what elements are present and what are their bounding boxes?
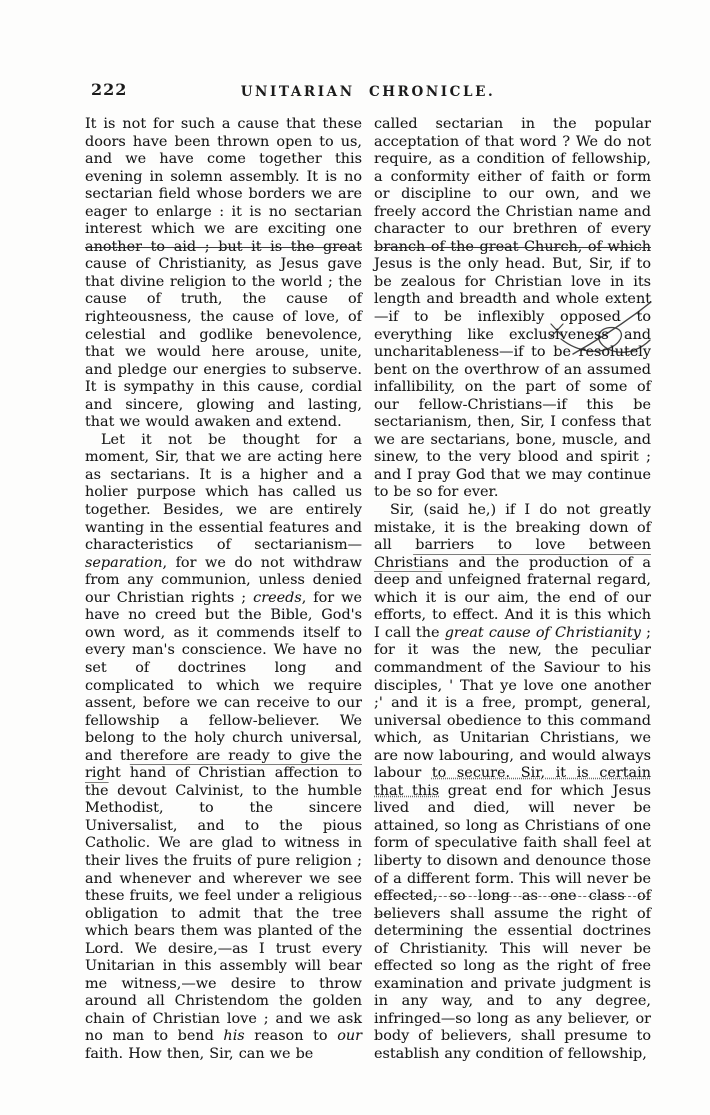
text-run-artifact: hand of Christian affection to the bbox=[85, 765, 362, 799]
text-run: Let it not be thought for a moment, Sir, that we are acting here as sectarians. It is a higher and a holier purpose which has called us together. Besides, we are entirely wanting in the essential features and characteristics of sectarianism— bbox=[85, 431, 362, 554]
text-run: called sectarian in the popular acceptation of that word ? We do not require, as a condition of fellowship, a conformity either of faith or form or discipline to our own, and we freely accord the Christian name and character to our brethren of every bbox=[374, 116, 651, 238]
text-run: lievers shall assume the right of determining the essential doctrines of Christianity. This will never be effected so long as the right of free examination and private judgment is in any way, and to any degree, infringed—so long as any believer, or body of believers, shall presume to establish any condition of fellowship, bbox=[374, 905, 651, 1062]
text-run: faith. How then, Sir, can we be bbox=[85, 1045, 314, 1062]
text-run: reason to bbox=[244, 1028, 338, 1045]
text-run-artifact: to secure. Sir, it is certain that this bbox=[374, 765, 652, 799]
text-run: unfeigned fraternal regard, which it is our aim, the end of our efforts, to effect. And it is this which I call the bbox=[374, 572, 651, 641]
paragraph bbox=[85, 432, 362, 1064]
text-run: separation bbox=[85, 554, 163, 571]
text-run: , for we have no creed but the Bible, God's own word, as it commends itself to every man's conscience. We have no set of doctrines long and complicated to which we require assent, before we can receive to our fellowship a fellow-believer. We belong to the holy church universal, and therefore are ready to give the right bbox=[85, 589, 362, 782]
text-run: great cause of Christianity bbox=[444, 624, 641, 641]
text-run: creeds bbox=[253, 589, 302, 606]
text-run: Jesus is the only head. But, Sir, if to be zealous for Christian love in its length and breadth and whole extent—if to be inflexibly opposed to everything like exclusiveness and uncharitableness—if to be resolutely bent on the overthrow of an assumed infallibility, on the part of some of our fellow-Christians—if this be sectarianism, then, Sir, I confess that we are sectarians, bone, muscle, and sinew, to the very blood and spirit ; and I pray God that we may continue to be so for ever. bbox=[374, 256, 651, 501]
paragraph bbox=[374, 502, 651, 1064]
page-header: UNITARIAN CHRONICLE. bbox=[240, 84, 496, 100]
text-run-artifact: branch of the great Church, of which bbox=[374, 238, 651, 255]
text-run: , for we do not withdraw from any communion, unless denied our Christian rights ; bbox=[85, 554, 362, 606]
text-run: our bbox=[337, 1028, 362, 1045]
text-run: his bbox=[223, 1028, 245, 1045]
text-run: ; for it was the new, the peculiar commandment of the Saviour to his disciples, ' That ye love one another ;' and it is a free, prompt, general, universal obedience to this command which, as Unitarian Christians, we are now labouring, and would always labour bbox=[374, 624, 651, 782]
right-column bbox=[374, 116, 651, 1064]
text-run-artifact: effected, so long as one class of be bbox=[374, 888, 651, 922]
page-number: 222 bbox=[91, 80, 128, 99]
text-run: great end for which Jesus lived and died, will never be attained, so long as Christians of one form of speculative faith shall feel at liberty to disown and denounce those of a different form. This will never be bbox=[374, 782, 651, 887]
paragraph bbox=[374, 116, 651, 502]
left-column bbox=[85, 116, 362, 1064]
paragraph bbox=[85, 116, 362, 432]
text-run-artifact: tians and the production of a deep and bbox=[374, 554, 651, 589]
text-run: devout Calvinist, to the humble Methodist, to the sincere Universalist, and to the pious Catholic. We are glad to witness in their lives the fruits of pure religion ; and whenever and wherever we see these fruits, we feel under a religious obligation to admit that the tree which bears them was planted of the Lord. We desire,—as I trust every Unitarian in this assembly will bear me witness,—we desire to throw around all Christendom the golden chain of Christian love ; and we ask no man to bend bbox=[85, 782, 362, 1045]
text-run: Sir, (said he,) if I do not greatly mistake, it is the breaking down of all barriers to love between Chris bbox=[374, 502, 651, 571]
text-run: cause of Christianity, as Jesus gave that divine religion to the world ; the cause of truth, the cause of righteousness, the cause of love, of celestial and godlike benevolence, that we would here arouse, unite, and pledge our energies to subserve. It is sympathy in this cause, cordial and sincere, glowing and lasting, that we would awaken and extend. bbox=[85, 256, 362, 431]
text-run: It is not for such a cause that these doors have been thrown open to us, and we have come together this evening in solemn assembly. It is no sectarian field whose borders we are eager to enlarge : it is no sectarian interest which we are exciting one bbox=[85, 116, 362, 238]
text-columns bbox=[85, 116, 651, 1064]
text-run-artifact: another to aid ; but it is the great bbox=[85, 238, 362, 255]
